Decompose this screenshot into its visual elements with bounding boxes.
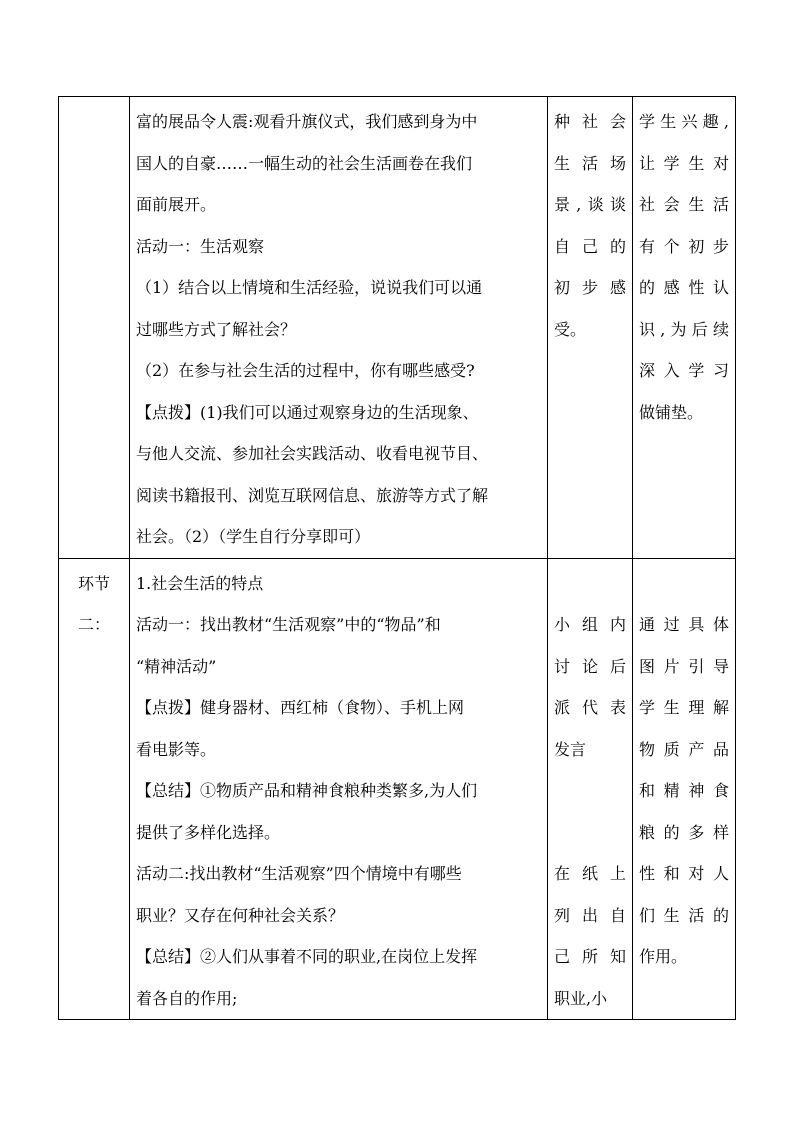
content-line: 【总结】②人们从事着不同的职业,在岗位上发挥 xyxy=(136,947,478,966)
student-line: 景,谈谈 xyxy=(554,195,626,214)
spacer xyxy=(639,563,729,605)
spacer xyxy=(554,812,626,854)
student-line: 种社会 xyxy=(554,112,626,131)
student-line: 自己的 xyxy=(554,236,626,256)
content-line: 活动二:找出教材“生活观察”四个情境中有哪些 xyxy=(136,864,462,883)
content-line: 与他人交流、参加社会实践活动、收看电视节目、 xyxy=(136,444,489,463)
intent-line: 深入学习 xyxy=(639,361,729,380)
content-line: “精神活动” xyxy=(136,656,217,676)
content-line: 国人的自豪……一幅生动的社会生活画卷在我们 xyxy=(136,153,473,173)
design-intent-cell xyxy=(633,558,736,1020)
stage-label: 环节 xyxy=(77,573,110,593)
spacer xyxy=(554,563,626,605)
content-line: 过哪些方式了解社会？ xyxy=(136,319,297,339)
student-line: 生活场 xyxy=(554,153,626,173)
content-line: 活动一：生活观察 xyxy=(136,236,265,256)
content-line: （2）在参与社会生活的过程中，你有哪些感受? xyxy=(136,361,475,380)
intent-line: 社会生活 xyxy=(639,195,729,214)
table-row xyxy=(59,558,736,1020)
lesson-plan-table xyxy=(58,96,736,1020)
content-line: 社会。（2）（学生自行分享即可） xyxy=(136,527,371,546)
intent-line: 性和对人 xyxy=(639,864,729,883)
intent-line: 和精神食 xyxy=(639,781,729,800)
student-line: 发言 xyxy=(554,739,587,759)
student-activity-cell xyxy=(548,97,633,559)
intent-line: 们生活的 xyxy=(639,905,729,925)
student-line: 己所知 xyxy=(554,947,626,966)
content-line: 提供了多样化选择。 xyxy=(136,822,281,842)
teaching-content-cell xyxy=(130,97,548,559)
student-line: 派代表 xyxy=(554,698,626,717)
content-line: （1）结合以上情境和生活经验，说说我们可以通 xyxy=(136,278,483,297)
spacer xyxy=(554,770,626,812)
intent-line: 粮的多样 xyxy=(639,822,729,842)
student-line: 初步感 xyxy=(554,278,626,297)
student-line: 受。 xyxy=(554,319,587,339)
teaching-content-cell xyxy=(130,558,548,1020)
intent-line: 识,为后续 xyxy=(639,319,729,339)
content-line: 职业？又存在何种社会关系？ xyxy=(136,905,345,925)
content-line: 【总结】①物质产品和精神食粮种类繁多,为人们 xyxy=(136,781,478,800)
student-activity-cell xyxy=(548,558,633,1020)
intent-line: 物质产品 xyxy=(639,739,729,759)
content-line: 【点拨】健身器材、西红柿（食物）、手机上网 xyxy=(136,698,465,717)
intent-line: 学生理解 xyxy=(639,698,729,717)
content-line: 看电影等。 xyxy=(136,739,217,759)
content-line: 富的展品令人震:观看升旗仪式，我们感到身为中 xyxy=(136,112,478,131)
intent-line: 让学生对 xyxy=(639,153,729,173)
content-line: 面前展开。 xyxy=(136,195,217,214)
student-line: 讨论后 xyxy=(554,656,626,676)
design-intent-cell xyxy=(633,97,736,559)
intent-line: 作用。 xyxy=(639,947,688,966)
intent-line: 有个初步 xyxy=(639,236,729,256)
table-row xyxy=(59,97,736,559)
student-line: 在纸上 xyxy=(554,864,626,883)
content-line: 【点拨】(1)我们可以通过观察身边的生活现象、 xyxy=(136,402,479,422)
student-line: 列出自 xyxy=(554,905,626,925)
student-line: 职业,小 xyxy=(554,988,608,1008)
stage-cell xyxy=(59,558,130,1020)
stage-label: 二： xyxy=(77,615,110,634)
intent-line: 做铺垫。 xyxy=(639,402,704,422)
intent-line: 通过具体 xyxy=(639,615,729,634)
content-line: 1.社会生活的特点 xyxy=(136,573,264,593)
intent-line: 学生兴趣, xyxy=(639,112,729,131)
content-line: 阅读书籍报刊、浏览互联网信息、旅游等方式了解 xyxy=(136,485,489,505)
student-line: 小组内 xyxy=(554,615,626,634)
content-line: 着各自的作用; xyxy=(136,988,238,1008)
stage-cell xyxy=(59,97,130,559)
content-line: 活动一：找出教材“生活观察”中的“物品”和 xyxy=(136,615,441,634)
intent-line: 的感性认 xyxy=(639,278,729,297)
intent-line: 图片引导 xyxy=(639,656,729,676)
